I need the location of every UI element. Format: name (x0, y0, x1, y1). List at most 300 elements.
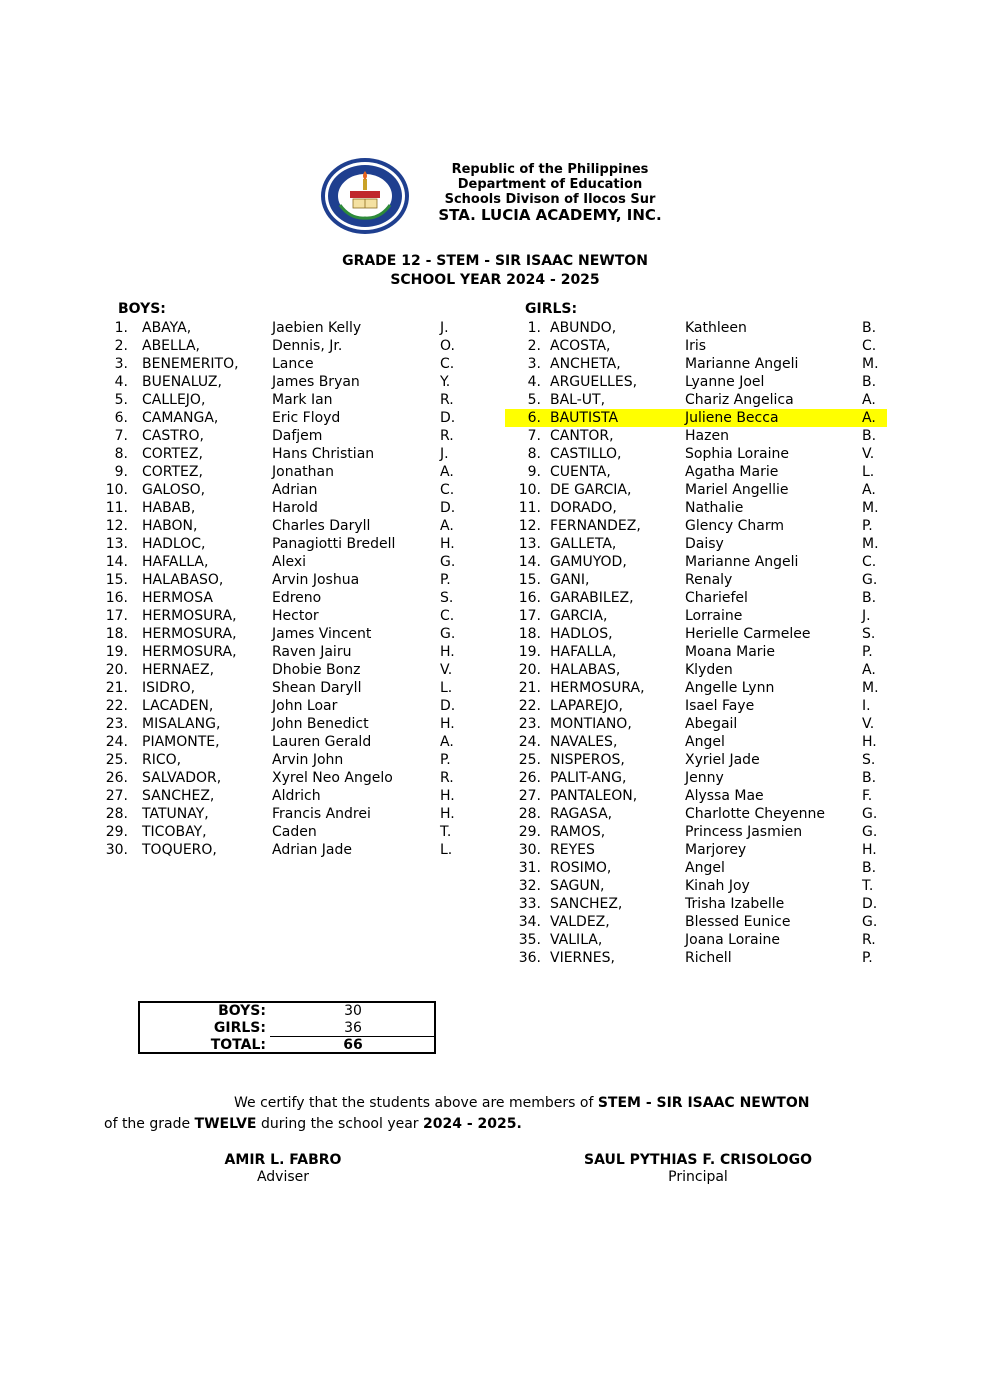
student-middle-initial: V. (862, 446, 875, 462)
student-middle-initial: L. (440, 842, 453, 858)
student-row (505, 877, 887, 895)
student-number: 34. (518, 914, 541, 930)
student-middle-initial: C. (440, 356, 455, 372)
header-school-name: STA. LUCIA ACADEMY, INC. (438, 206, 662, 224)
student-last-name: CUENTA, (550, 464, 611, 480)
student-number: 13. (518, 536, 541, 552)
student-last-name: GALLETA, (550, 536, 617, 552)
student-middle-initial: H. (440, 536, 455, 552)
student-first-name: Chariz Angelica (685, 392, 794, 408)
student-row (505, 535, 887, 553)
student-middle-initial: S. (862, 752, 876, 768)
student-middle-initial: B. (862, 770, 877, 786)
student-middle-initial: C. (440, 608, 455, 624)
student-middle-initial: V. (440, 662, 453, 678)
student-first-name: Kinah Joy (685, 878, 750, 894)
student-number: 24. (105, 734, 128, 750)
student-row (98, 427, 478, 445)
student-number: 26. (105, 770, 128, 786)
student-row (505, 319, 887, 337)
student-row (505, 733, 887, 751)
student-row (505, 337, 887, 355)
student-last-name: NAVALES, (550, 734, 618, 750)
student-number: 6. (527, 410, 541, 426)
student-middle-initial: M. (862, 356, 879, 372)
student-row (98, 409, 478, 427)
student-middle-initial: I. (862, 698, 871, 714)
student-row (505, 913, 887, 931)
student-first-name: Mariel Angellie (685, 482, 789, 498)
student-number: 3. (114, 356, 128, 372)
adviser-name: AMIR L. FABRO (224, 1152, 342, 1168)
boys-label: BOYS: (118, 301, 166, 317)
student-row (505, 949, 887, 967)
student-first-name: Harold (272, 500, 318, 516)
student-number: 14. (518, 554, 541, 570)
student-last-name: HADLOS, (550, 626, 613, 642)
student-last-name: ACOSTA, (550, 338, 611, 354)
student-number: 2. (114, 338, 128, 354)
student-first-name: Caden (272, 824, 317, 840)
student-middle-initial: M. (862, 500, 879, 516)
student-middle-initial: J. (440, 320, 449, 336)
student-last-name: VIERNES, (550, 950, 615, 966)
student-first-name: Jaebien Kelly (272, 320, 362, 336)
student-middle-initial: B. (862, 590, 877, 606)
student-last-name: CALLEJO, (142, 392, 206, 408)
student-middle-initial: B. (862, 428, 877, 444)
header-department: Department of Education (457, 177, 643, 192)
student-first-name: Blessed Eunice (685, 914, 791, 930)
student-row (505, 571, 887, 589)
student-number: 20. (518, 662, 541, 678)
student-middle-initial: P. (862, 644, 873, 660)
student-last-name: CORTEZ, (142, 464, 203, 480)
student-middle-initial: H. (440, 806, 455, 822)
student-number: 18. (518, 626, 541, 642)
student-number: 14. (105, 554, 128, 570)
student-number: 9. (114, 464, 128, 480)
student-row (98, 355, 478, 373)
student-number: 3. (527, 356, 541, 372)
student-first-name: Klyden (685, 662, 733, 678)
student-row (505, 427, 887, 445)
student-row (98, 607, 478, 625)
student-number: 15. (105, 572, 128, 588)
student-first-name: Charlotte Cheyenne (685, 806, 825, 822)
student-middle-initial: D. (440, 410, 456, 426)
certification-line-2 (104, 1114, 522, 1134)
student-row (505, 823, 887, 841)
student-first-name: Iris (685, 338, 707, 354)
student-middle-initial: A. (862, 410, 876, 426)
student-row (98, 751, 478, 769)
student-number: 11. (105, 500, 128, 516)
student-row (98, 319, 478, 337)
student-first-name: Lauren Gerald (272, 734, 372, 750)
student-last-name: PIAMONTE, (142, 734, 220, 750)
student-row (505, 931, 887, 949)
student-last-name: HAFALLA, (142, 554, 209, 570)
student-first-name: Glency Charm (685, 518, 785, 534)
student-middle-initial: S. (862, 626, 876, 642)
student-last-name: NISPEROS, (550, 752, 625, 768)
student-row (505, 607, 887, 625)
student-row (505, 481, 887, 499)
student-row (98, 787, 478, 805)
student-first-name: Abegail (685, 716, 738, 732)
student-last-name: ABAYA, (142, 320, 192, 336)
student-row (98, 769, 478, 787)
student-first-name: Agatha Marie (685, 464, 779, 480)
student-number: 9. (527, 464, 541, 480)
student-number: 25. (105, 752, 128, 768)
student-number: 4. (527, 374, 541, 390)
student-middle-initial: D. (862, 896, 878, 912)
student-first-name: Dhobie Bonz (272, 662, 361, 678)
student-number: 28. (105, 806, 128, 822)
student-first-name: Daisy (685, 536, 724, 552)
student-number: 8. (114, 446, 128, 462)
student-middle-initial: C. (440, 482, 455, 498)
student-first-name: James Vincent (272, 626, 372, 642)
student-middle-initial: P. (862, 518, 873, 534)
student-last-name: CAMANGA, (142, 410, 219, 426)
student-middle-initial: B. (862, 860, 877, 876)
student-first-name: Arvin John (272, 752, 344, 768)
student-row (98, 571, 478, 589)
student-row (98, 445, 478, 463)
adviser-signature (183, 1152, 383, 1186)
student-number: 6. (114, 410, 128, 426)
student-last-name: PANTALEON, (550, 788, 638, 804)
student-middle-initial: J. (862, 608, 871, 624)
student-first-name: Hazen (685, 428, 729, 444)
student-row (505, 409, 887, 427)
student-number: 18. (105, 626, 128, 642)
student-last-name: DORADO, (550, 500, 617, 516)
student-number: 27. (105, 788, 128, 804)
certification-text-1: We certify that the students above are members of (234, 1095, 598, 1111)
student-first-name: Eric Floyd (272, 410, 341, 426)
student-number: 12. (105, 518, 128, 534)
student-first-name: Panagiotti Bredell (272, 536, 396, 552)
school-header (420, 162, 680, 224)
student-middle-initial: A. (862, 392, 876, 408)
totals-box (138, 1001, 436, 1054)
student-last-name: CORTEZ, (142, 446, 203, 462)
student-first-name: John Benedict (272, 716, 369, 732)
student-last-name: TATUNAY, (142, 806, 209, 822)
student-middle-initial: T. (440, 824, 452, 840)
student-middle-initial: R. (440, 392, 454, 408)
student-first-name: Alexi (272, 554, 307, 570)
student-first-name: Angel (685, 734, 725, 750)
student-last-name: DE GARCIA, (550, 482, 632, 498)
student-middle-initial: A. (440, 464, 454, 480)
student-first-name: Lyanne Joel (685, 374, 765, 390)
student-last-name: PALIT-ANG, (550, 770, 627, 786)
student-number: 25. (518, 752, 541, 768)
student-first-name: Hector (272, 608, 319, 624)
student-number: 21. (518, 680, 541, 696)
student-first-name: Herielle Carmelee (685, 626, 811, 642)
student-last-name: MISALANG, (142, 716, 221, 732)
student-row (98, 535, 478, 553)
student-last-name: ARGUELLES, (550, 374, 638, 390)
adviser-role: Adviser (256, 1169, 310, 1185)
student-number: 27. (518, 788, 541, 804)
student-middle-initial: C. (862, 338, 877, 354)
student-last-name: GAMUYOD, (550, 554, 627, 570)
student-first-name: Raven Jairu (272, 644, 352, 660)
student-number: 5. (114, 392, 128, 408)
student-middle-initial: H. (862, 842, 877, 858)
student-number: 22. (518, 698, 541, 714)
totals-boys-label: BOYS: (218, 1003, 266, 1019)
student-last-name: SANCHEZ, (142, 788, 215, 804)
student-row (505, 517, 887, 535)
student-last-name: FERNANDEZ, (550, 518, 641, 534)
student-number: 10. (105, 482, 128, 498)
student-row (505, 715, 887, 733)
student-middle-initial: M. (862, 680, 879, 696)
student-number: 1. (527, 320, 541, 336)
student-last-name: SANCHEZ, (550, 896, 623, 912)
student-middle-initial: H. (440, 788, 455, 804)
student-middle-initial: A. (862, 482, 876, 498)
student-middle-initial: P. (440, 752, 451, 768)
student-first-name: Marianne Angeli (685, 554, 799, 570)
student-middle-initial: L. (440, 680, 453, 696)
student-last-name: BAUTISTA (550, 410, 619, 426)
totals-boys-value: 30 (344, 1003, 362, 1019)
student-row (98, 391, 478, 409)
student-row (505, 355, 887, 373)
student-last-name: HALABASO, (142, 572, 224, 588)
student-first-name: Joana Loraine (685, 932, 781, 948)
student-first-name: Isael Faye (685, 698, 755, 714)
student-last-name: CANTOR, (550, 428, 614, 444)
student-last-name: GARCIA, (550, 608, 608, 624)
student-last-name: REYES (550, 842, 595, 858)
student-row (505, 751, 887, 769)
student-middle-initial: B. (862, 374, 877, 390)
student-row (505, 679, 887, 697)
student-first-name: Lorraine (685, 608, 743, 624)
student-number: 26. (518, 770, 541, 786)
student-first-name: James Bryan (272, 374, 360, 390)
student-last-name: BAL-UT, (550, 392, 606, 408)
student-last-name: GANI, (550, 572, 590, 588)
student-row (505, 787, 887, 805)
student-first-name: Xyriel Jade (685, 752, 760, 768)
student-row (98, 481, 478, 499)
student-number: 30. (518, 842, 541, 858)
student-number: 36. (518, 950, 541, 966)
student-middle-initial: H. (440, 716, 455, 732)
student-first-name: Nathalie (685, 500, 744, 516)
student-last-name: CASTRO, (142, 428, 204, 444)
student-row (505, 589, 887, 607)
student-row (98, 715, 478, 733)
student-first-name: Jonathan (272, 464, 334, 480)
student-first-name: Richell (685, 950, 732, 966)
student-number: 28. (518, 806, 541, 822)
student-row (505, 805, 887, 823)
student-first-name: Aldrich (272, 788, 321, 804)
student-first-name: Sophia Loraine (685, 446, 789, 462)
student-row (98, 661, 478, 679)
student-last-name: GALOSO, (142, 482, 206, 498)
student-number: 1. (114, 320, 128, 336)
student-row (98, 517, 478, 535)
student-last-name: BUENALUZ, (142, 374, 222, 390)
student-last-name: RAMOS, (550, 824, 606, 840)
student-middle-initial: P. (862, 950, 873, 966)
student-last-name: HERMOSA (142, 590, 213, 606)
student-row (98, 697, 478, 715)
student-first-name: Lance (272, 356, 314, 372)
student-middle-initial: T. (862, 878, 874, 894)
girls-label: GIRLS: (525, 301, 578, 317)
student-last-name: LACADEN, (142, 698, 214, 714)
student-number: 20. (105, 662, 128, 678)
student-number: 21. (105, 680, 128, 696)
student-first-name: Renaly (685, 572, 733, 588)
student-first-name: Marjorey (685, 842, 747, 858)
principal-name: SAUL PYTHIAS F. CRISOLOGO (584, 1152, 812, 1168)
principal-signature (548, 1152, 848, 1186)
student-first-name: Adrian (272, 482, 318, 498)
student-row (98, 589, 478, 607)
student-row (505, 373, 887, 391)
student-number: 24. (518, 734, 541, 750)
student-row (505, 625, 887, 643)
student-last-name: RICO, (142, 752, 182, 768)
student-last-name: HERNAEZ, (142, 662, 215, 678)
totals-total-value: 66 (343, 1037, 363, 1053)
student-middle-initial: R. (440, 428, 454, 444)
student-row (98, 625, 478, 643)
student-first-name: Hans Christian (272, 446, 375, 462)
student-first-name: Shean Daryll (272, 680, 362, 696)
student-last-name: HALABAS, (550, 662, 621, 678)
student-middle-initial: S. (440, 590, 454, 606)
student-row (98, 643, 478, 661)
student-last-name: LAPAREJO, (550, 698, 623, 714)
student-row (505, 697, 887, 715)
student-number: 35. (518, 932, 541, 948)
student-first-name: Trisha Izabelle (685, 896, 785, 912)
student-middle-initial: R. (440, 770, 454, 786)
certification-text-2: of the grade (104, 1116, 195, 1132)
student-last-name: HERMOSURA, (550, 680, 645, 696)
student-first-name: Chariefel (685, 590, 748, 606)
student-number: 17. (518, 608, 541, 624)
student-last-name: ABUNDO, (550, 320, 617, 336)
student-row (98, 679, 478, 697)
school-seal-logo (320, 157, 410, 235)
student-last-name: ISIDRO, (142, 680, 196, 696)
student-middle-initial: G. (440, 554, 456, 570)
student-number: 11. (518, 500, 541, 516)
student-last-name: GARABILEZ, (550, 590, 634, 606)
student-first-name: Arvin Joshua (272, 572, 360, 588)
student-last-name: BENEMERITO, (142, 356, 239, 372)
student-last-name: TICOBAY, (142, 824, 207, 840)
student-number: 29. (105, 824, 128, 840)
student-number: 4. (114, 374, 128, 390)
student-number: 30. (105, 842, 128, 858)
student-first-name: Jenny (685, 770, 724, 786)
student-number: 15. (518, 572, 541, 588)
student-middle-initial: H. (440, 644, 455, 660)
student-middle-initial: G. (862, 806, 878, 822)
student-first-name: John Loar (272, 698, 338, 714)
student-first-name: Alyssa Mae (685, 788, 764, 804)
student-middle-initial: A. (862, 662, 876, 678)
student-last-name: SALVADOR, (142, 770, 222, 786)
student-last-name: HABON, (142, 518, 198, 534)
student-middle-initial: G. (862, 572, 878, 588)
student-last-name: HERMOSURA, (142, 626, 237, 642)
student-middle-initial: M. (862, 536, 879, 552)
student-middle-initial: G. (440, 626, 456, 642)
student-last-name: VALDEZ, (550, 914, 610, 930)
student-last-name: HADLOC, (142, 536, 206, 552)
student-first-name: Mark Ian (272, 392, 333, 408)
student-row (98, 805, 478, 823)
student-number: 19. (105, 644, 128, 660)
student-number: 5. (527, 392, 541, 408)
student-middle-initial: J. (440, 446, 449, 462)
student-row (505, 445, 887, 463)
student-row (505, 463, 887, 481)
student-last-name: SAGUN, (550, 878, 605, 894)
student-row (98, 553, 478, 571)
student-row (98, 841, 478, 859)
student-number: 16. (518, 590, 541, 606)
student-last-name: RAGASA, (550, 806, 613, 822)
totals-girls-value: 36 (344, 1020, 362, 1036)
student-row (98, 337, 478, 355)
student-number: 8. (527, 446, 541, 462)
student-row (505, 895, 887, 913)
student-row (98, 823, 478, 841)
school-year-title: SCHOOL YEAR 2024 - 2025 (390, 272, 600, 288)
student-first-name: Dafjem (272, 428, 323, 444)
principal-role: Principal (668, 1169, 728, 1185)
student-first-name: Edreno (272, 590, 322, 606)
certification-grade: TWELVE (194, 1116, 257, 1132)
student-number: 23. (105, 716, 128, 732)
student-middle-initial: F. (862, 788, 873, 804)
student-first-name: Princess Jasmien (685, 824, 803, 840)
student-number: 13. (105, 536, 128, 552)
student-row (505, 499, 887, 517)
student-number: 23. (518, 716, 541, 732)
section-title: GRADE 12 - STEM - SIR ISAAC NEWTON (342, 253, 648, 269)
student-number: 17. (105, 608, 128, 624)
student-middle-initial: G. (862, 824, 878, 840)
certification-section: STEM - SIR ISAAC NEWTON (597, 1095, 810, 1111)
student-middle-initial: P. (440, 572, 451, 588)
student-row (98, 499, 478, 517)
student-number: 10. (518, 482, 541, 498)
student-middle-initial: O. (440, 338, 455, 354)
student-number: 32. (518, 878, 541, 894)
